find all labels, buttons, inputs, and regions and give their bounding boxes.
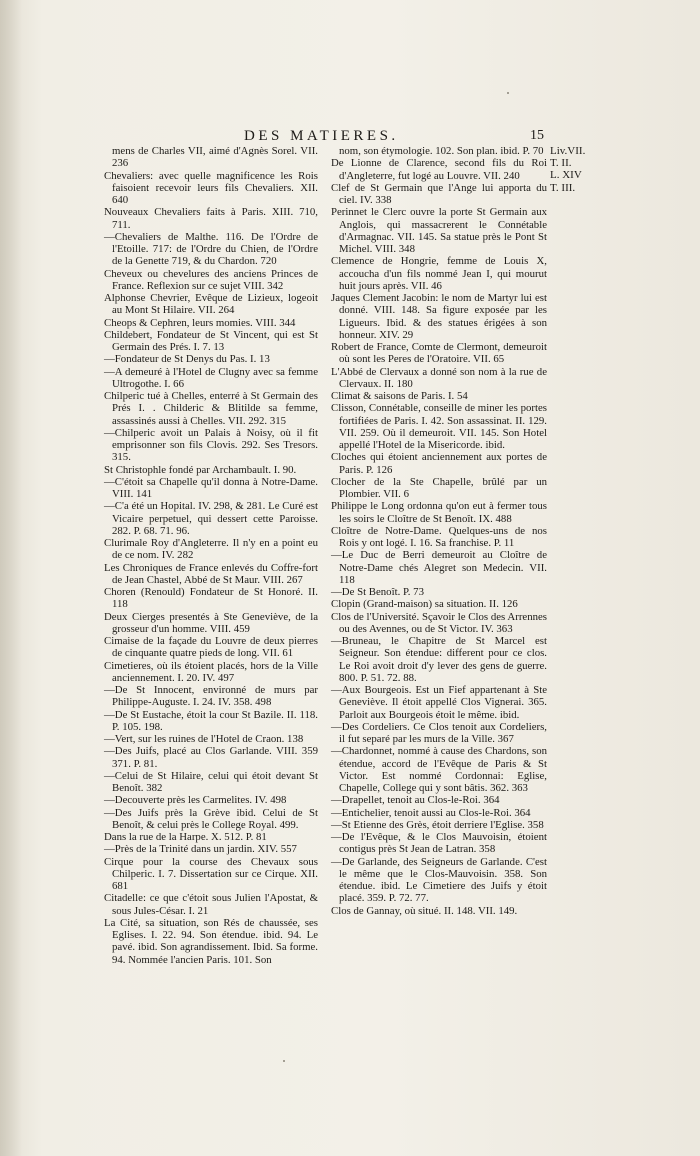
page-number: 15 [530, 128, 544, 143]
header-title: DES MATIERES. [244, 128, 399, 144]
index-entry: —A demeuré à l'Hotel de Clugny avec sa femme Ultrogothe. I. 66 [104, 365, 318, 390]
index-entry: —Vert, sur les ruines de l'Hotel de Craon. 138 [104, 733, 304, 745]
index-entry: L'Abbé de Clervaux a donné son nom à la rue de Clervaux. II. 180 [331, 365, 547, 390]
paper-speck [507, 92, 509, 94]
index-entry: De Lionne de Clarence, second fils du Roi d'Angleterre, fut logé au Louvre. VII. 240 [331, 157, 547, 182]
index-entry: Clopin (Grand-maison) sa situation. II. 126 [331, 598, 518, 611]
index-entry: —Celui de St Hilaire, celui qui étoit devant St Benoît. 382 [104, 769, 318, 794]
index-entry: —Des Juifs près la Grève ibid. Celui de St Benoît, & celui près le College Royal. 499. [104, 806, 318, 831]
index-entry: Clurimale Roy d'Angleterre. Il n'y en a point eu de ce nom. IV. 282 [104, 537, 318, 562]
index-entry: Deux Cierges presentés à Ste Geneviève, de la grosseur d'un homme. VIII. 459 [104, 610, 318, 635]
index-entry: Clos de l'Université. Sçavoir le Clos des Arrennes ou des Avennes, ou de St Victor. IV. 363 [331, 610, 547, 635]
index-column-right [331, 145, 547, 917]
index-entry: —Près de la Trinité dans un jardin. XIV. 557 [104, 843, 297, 856]
index-entry: Citadelle: ce que c'étoit sous Julien l'Apostat, & sous Jules-César. I. 21 [104, 892, 318, 917]
index-entry: Chevaliers: avec quelle magnificence les Rois faisoient recevoir leurs fils Chevaliers. XII. 640 [104, 169, 318, 206]
index-entry: Perinnet le Clerc ouvre la porte St Germain aux Anglois, qui massacrerent le Connétable d'Armagnac. VII. 145. Sa statue près le Pont St Michel. VIII. 348 [331, 206, 547, 255]
index-entry: Jaques Clement Jacobin: le nom de Martyr lui est donné. VIII. 148. Sa figure exposée par les Ligueurs. Ibid. & des statues érigées à son honneur. XIV. 29 [331, 292, 547, 341]
index-entry: —Des Cordeliers. Ce Clos tenoit aux Cordeliers, il fut separé par les murs de la Ville. 367 [331, 720, 547, 745]
index-entry: nom, son étymologie. 102. Son plan. ibid. P. 70 [339, 145, 544, 157]
index-entry: Clocher de la Ste Chapelle, brûlé par un Plombier. VII. 6 [331, 475, 547, 500]
index-entry: —Chevaliers de Malthe. 116. De l'Ordre de l'Etoille. 717: de l'Ordre du Chien, de l'Ordre de la Genette 719, & du Chardon. 720 [104, 230, 318, 268]
margin-note: T. II. [550, 157, 572, 170]
index-entry: Chilperic tué à Chelles, enterré à St Germain des Prés I. . Childeric & Blitilde sa femme, assassinés aussi à Chelles. VII. 292. 315 [104, 390, 318, 427]
index-entry: —Chardonnet, nommé à cause des Chardons, son étendue, accord de l'Evêque de Paris & St Victor. Est nommé Cordonnai: Eglise, Chapelle, College qui y sont bâtis. 362. 363 [331, 745, 547, 794]
index-entry: Philippe le Long ordonna qu'on eut à fermer tous les soirs le Cloître de St Benoît. IX. 488 [331, 500, 547, 525]
index-entry: Clos de Gannay, où situé. II. 148. VII. 149. [331, 904, 518, 917]
index-entry: —St Etienne des Grès, étoit derriere l'Eglise. 358 [331, 818, 544, 831]
index-entry: Cheops & Cephren, leurs momies. VIII. 344 [104, 316, 296, 329]
index-entry: Nouveaux Chevaliers faits à Paris. XIII. 710, 711. [104, 206, 318, 231]
index-entry: —C'étoit sa Chapelle qu'il donna à Notre-Dame. VIII. 141 [104, 475, 318, 500]
index-entry: Cloches qui étoient anciennement aux portes de Paris. P. 126 [331, 451, 547, 476]
index-entry: Childebert, Fondateur de St Vincent, qui est St Germain des Prés. I. 7. 13 [104, 328, 318, 353]
index-entry: Alphonse Chevrier, Evêque de Lizieux, logeoit au Mont St Hilaire. VII. 264 [104, 292, 318, 317]
index-entry: Clef de St Germain que l'Ange lui apporta du ciel. IV. 338 [331, 181, 547, 206]
index-entry: —De St Eustache, étoit la cour St Bazile. II. 118. P. 105. 198. [104, 708, 318, 733]
index-column-left [104, 145, 318, 966]
index-entry: Clemence de Hongrie, femme de Louis X, accoucha d'un fils nommé Jean I, qui mourut huit jours après. VII. 46 [331, 255, 547, 292]
index-entry: Cloître de Notre-Dame. Quelques-uns de nos Rois y ont logé. I. 16. Sa franchise. P. 11 [331, 524, 547, 549]
index-entry: Clisson, Connétable, conseille de miner les portes fortifiées de Paris. I. 42. Son assassinat. II. 129. VII. 259. Où il demeuroit. VII. 145. Son Hotel appellé l'Hotel de la Misericorde. ibid. [331, 402, 547, 451]
index-entry: —Chilperic avoit un Palais à Noisy, où il fit emprisonner son fils Clovis. 292. Ses Tresors. 315. [104, 426, 318, 464]
margin-note: L. XIV [550, 169, 582, 182]
index-entry: Choren (Renould) Fondateur de St Honoré. II. 118 [104, 586, 318, 611]
index-entry: —C'a été un Hopital. IV. 298, & 281. Le Curé est Vicaire perpetuel, qui dessert cette Paroisse. 282. P. 68. 71. 96. [104, 500, 318, 537]
index-entry: Robert de France, Comte de Clermont, demeuroit où sont les Peres de l'Oratoire. VII. 65 [331, 341, 547, 366]
index-entry: —Drapellet, tenoit au Clos-le-Roi. 364 [331, 794, 500, 807]
index-entry: Cimaise de la façade du Louvre de deux pierres de cinquante quatre pieds de long. VII. 61 [104, 635, 318, 660]
index-entry: —Fondateur de St Denys du Pas. I. 13 [104, 353, 270, 366]
index-entry: —Entichelier, tenoit aussi au Clos-le-Roi. 364 [331, 806, 531, 819]
margin-note: Liv.VII. [550, 145, 586, 157]
index-entry: —Le Duc de Berri demeuroit au Cloître de Notre-Dame chés Alegret son Medecin. VII. 118 [331, 549, 547, 586]
index-entry: Cirque pour la course des Chevaux sous Chilperic. I. 7. Dissertation sur ce Cirque. XII. 681 [104, 855, 318, 892]
margin-note: T. III. [550, 181, 576, 194]
index-entry: Climat & saisons de Paris. I. 54 [331, 390, 468, 402]
index-entry: —Aux Bourgeois. Est un Fief appartenant à Ste Geneviève. Il étoit appellé Clos Vignerai. 365. Parloit aux Bourgeois étoit le même. ibid. [331, 684, 547, 721]
index-entry: Cimetieres, où ils étoient placés, hors de la Ville anciennement. I. 20. IV. 497 [104, 659, 318, 684]
index-entry: St Christophle fondé par Archambault. I. 90. [104, 463, 297, 476]
index-entry: —De St Innocent, environné de murs par Philippe-Auguste. I. 24. IV. 358. 498 [104, 684, 318, 709]
index-entry: —Bruneau, le Chapitre de St Marcel est Seigneur. Son étendue: different pour ce clos. Le Roi avoit droit d'y lever des gens de guerre. 800. P. 51. 72. 88. [331, 635, 547, 684]
index-entry: —Decouverte près les Carmelites. IV. 498 [104, 794, 287, 807]
index-entry: —Des Juifs, placé au Clos Garlande. VIII. 359 371. P. 81. [104, 745, 318, 770]
index-entry: La Cité, sa situation, son Rés de chaussée, ses Eglises. I. 22. 94. Son étendue. ibid. 94. Le pavé. ibid. Son agrandissement. Ibid. Sa forme. 94. Nommée l'ancien Paris. 101. Son [104, 916, 318, 966]
paper-speck [283, 1060, 285, 1062]
index-entry: Les Chroniques de France enlevés du Coffre-fort de Jean Chastel, Abbé de St Maur. VIII. 267 [104, 561, 318, 586]
margin-annotations [550, 145, 610, 194]
index-entry: —De Garlande, des Seigneurs de Garlande. C'est le même que le Clos-Mauvoisin. 358. Son étendue. ibid. Le Cimetiere des Juifs y étoit placé. 359. P. 72. 77. [331, 855, 547, 905]
index-entry: Dans la rue de la Harpe. X. 512. P. 81 [104, 831, 267, 843]
index-entry: mens de Charles VII, aimé d'Agnès Sorel. VII. 236 [112, 145, 318, 170]
index-entry: —De l'Evêque, & le Clos Mauvoisin, étoient contigus près St Jean de Latran. 358 [331, 831, 547, 856]
index-entry: Cheveux ou chevelures des anciens Princes de France. Reflexion sur ce sujet VIII. 342 [104, 267, 318, 292]
index-entry: —De St Benoît. P. 73 [331, 586, 424, 598]
gutter-shadow [0, 0, 22, 1156]
